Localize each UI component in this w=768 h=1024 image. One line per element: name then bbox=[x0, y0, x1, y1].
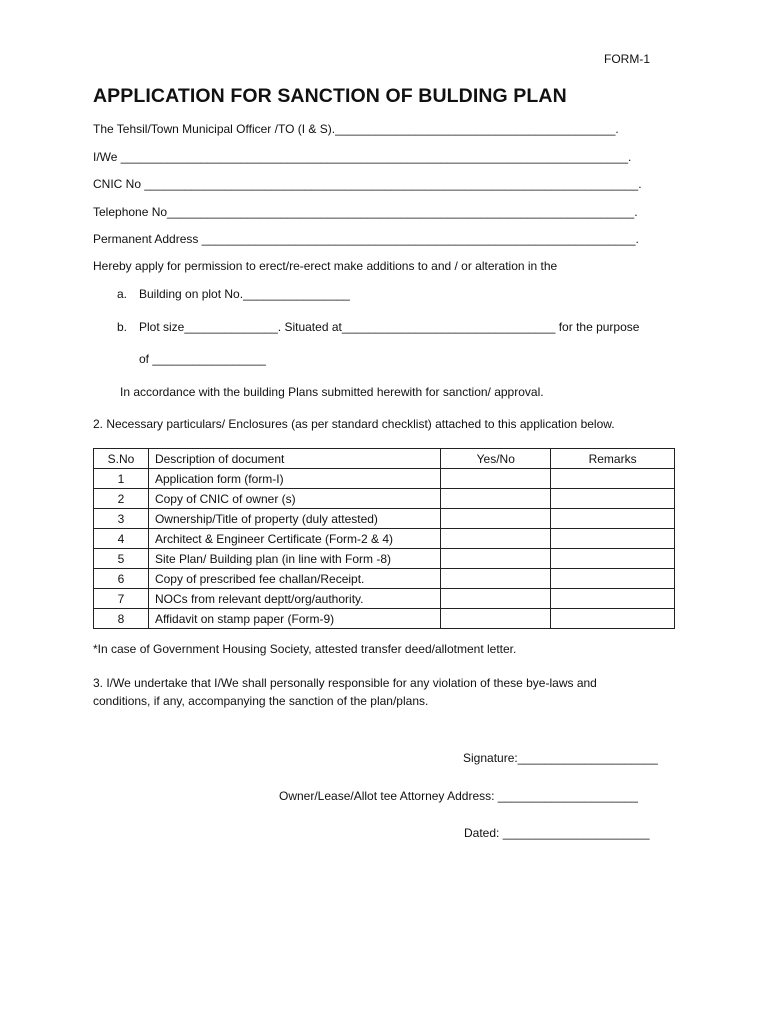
row-yes-no-cell[interactable] bbox=[441, 509, 551, 529]
row-description: Affidavit on stamp paper (Form-9) bbox=[148, 609, 440, 629]
row-description: Application form (form-I) bbox=[148, 469, 440, 489]
row-yes-no-cell[interactable] bbox=[441, 469, 551, 489]
table-row bbox=[94, 609, 675, 629]
table-row bbox=[94, 589, 675, 609]
owner-address-field[interactable]: Owner/Lease/Allot tee Attorney Address: _____________________ bbox=[279, 789, 638, 803]
row-remarks-cell[interactable] bbox=[551, 569, 675, 589]
table-header-row bbox=[94, 449, 675, 469]
header-description: Description of document bbox=[148, 449, 440, 469]
section-3-line-2: conditions, if any, accompanying the sanction of the plan/plans. bbox=[93, 694, 429, 708]
row-yes-no-cell[interactable] bbox=[441, 589, 551, 609]
table-row bbox=[94, 549, 675, 569]
page-title: APPLICATION FOR SANCTION OF BULDING PLAN bbox=[93, 85, 567, 107]
signature-field[interactable]: Signature:_____________________ bbox=[463, 751, 658, 765]
table-row bbox=[94, 529, 675, 549]
table-footnote: *In case of Government Housing Society, attested transfer deed/allotment letter. bbox=[93, 642, 517, 656]
field-telephone[interactable]: Telephone No______________________________________________________________________. bbox=[93, 205, 638, 219]
field-cnic[interactable]: CNIC No __________________________________________________________________________. bbox=[93, 177, 642, 191]
form-number: FORM-1 bbox=[604, 52, 650, 66]
row-yes-no-cell[interactable] bbox=[441, 489, 551, 509]
enclosure-checklist-table bbox=[93, 448, 675, 629]
table-row bbox=[94, 489, 675, 509]
row-remarks-cell[interactable] bbox=[551, 469, 675, 489]
item-b-marker: b. bbox=[117, 320, 128, 334]
row-sno: 7 bbox=[94, 589, 149, 609]
row-yes-no-cell[interactable] bbox=[441, 529, 551, 549]
field-plot-number[interactable]: Building on plot No.________________ bbox=[139, 287, 350, 301]
hereby-statement: Hereby apply for permission to erect/re-erect make additions to and / or alteration in the bbox=[93, 259, 558, 273]
row-description: Architect & Engineer Certificate (Form-2 & 4) bbox=[148, 529, 440, 549]
row-yes-no-cell[interactable] bbox=[441, 549, 551, 569]
header-sno: S.No bbox=[94, 449, 149, 469]
accordance-statement: In accordance with the building Plans submitted herewith for sanction/ approval. bbox=[120, 385, 544, 399]
row-sno: 8 bbox=[94, 609, 149, 629]
row-description: Site Plan/ Building plan (in line with Form -8) bbox=[148, 549, 440, 569]
field-officer[interactable]: The Tehsil/Town Municipal Officer /TO (I & S).__________________________________________. bbox=[93, 122, 619, 136]
row-sno: 4 bbox=[94, 529, 149, 549]
row-description: NOCs from relevant deptt/org/authority. bbox=[148, 589, 440, 609]
table-row bbox=[94, 509, 675, 529]
table-row bbox=[94, 569, 675, 589]
row-remarks-cell[interactable] bbox=[551, 509, 675, 529]
section-3-line-1: 3. I/We undertake that I/We shall personally responsible for any violation of these bye-laws and bbox=[93, 676, 597, 690]
section-2-heading: 2. Necessary particulars/ Enclosures (as per standard checklist) attached to this application below. bbox=[93, 417, 615, 431]
row-description: Copy of prescribed fee challan/Receipt. bbox=[148, 569, 440, 589]
row-description: Ownership/Title of property (duly attested) bbox=[148, 509, 440, 529]
field-purpose[interactable]: of _________________ bbox=[139, 352, 266, 366]
row-sno: 3 bbox=[94, 509, 149, 529]
row-remarks-cell[interactable] bbox=[551, 489, 675, 509]
field-permanent-address[interactable]: Permanent Address _________________________________________________________________. bbox=[93, 232, 639, 246]
row-sno: 2 bbox=[94, 489, 149, 509]
row-sno: 6 bbox=[94, 569, 149, 589]
row-sno: 1 bbox=[94, 469, 149, 489]
header-remarks: Remarks bbox=[551, 449, 675, 469]
row-yes-no-cell[interactable] bbox=[441, 569, 551, 589]
field-plot-size-location[interactable]: Plot size______________. Situated at________________________________ for the purpose bbox=[139, 320, 640, 334]
row-yes-no-cell[interactable] bbox=[441, 609, 551, 629]
dated-field[interactable]: Dated: ______________________ bbox=[464, 826, 650, 840]
row-description: Copy of CNIC of owner (s) bbox=[148, 489, 440, 509]
field-name[interactable]: I/We ____________________________________________________________________________. bbox=[93, 150, 632, 164]
row-remarks-cell[interactable] bbox=[551, 549, 675, 569]
row-remarks-cell[interactable] bbox=[551, 589, 675, 609]
row-remarks-cell[interactable] bbox=[551, 529, 675, 549]
header-yes-no: Yes/No bbox=[441, 449, 551, 469]
table-row bbox=[94, 469, 675, 489]
row-sno: 5 bbox=[94, 549, 149, 569]
row-remarks-cell[interactable] bbox=[551, 609, 675, 629]
item-a-marker: a. bbox=[117, 287, 128, 301]
